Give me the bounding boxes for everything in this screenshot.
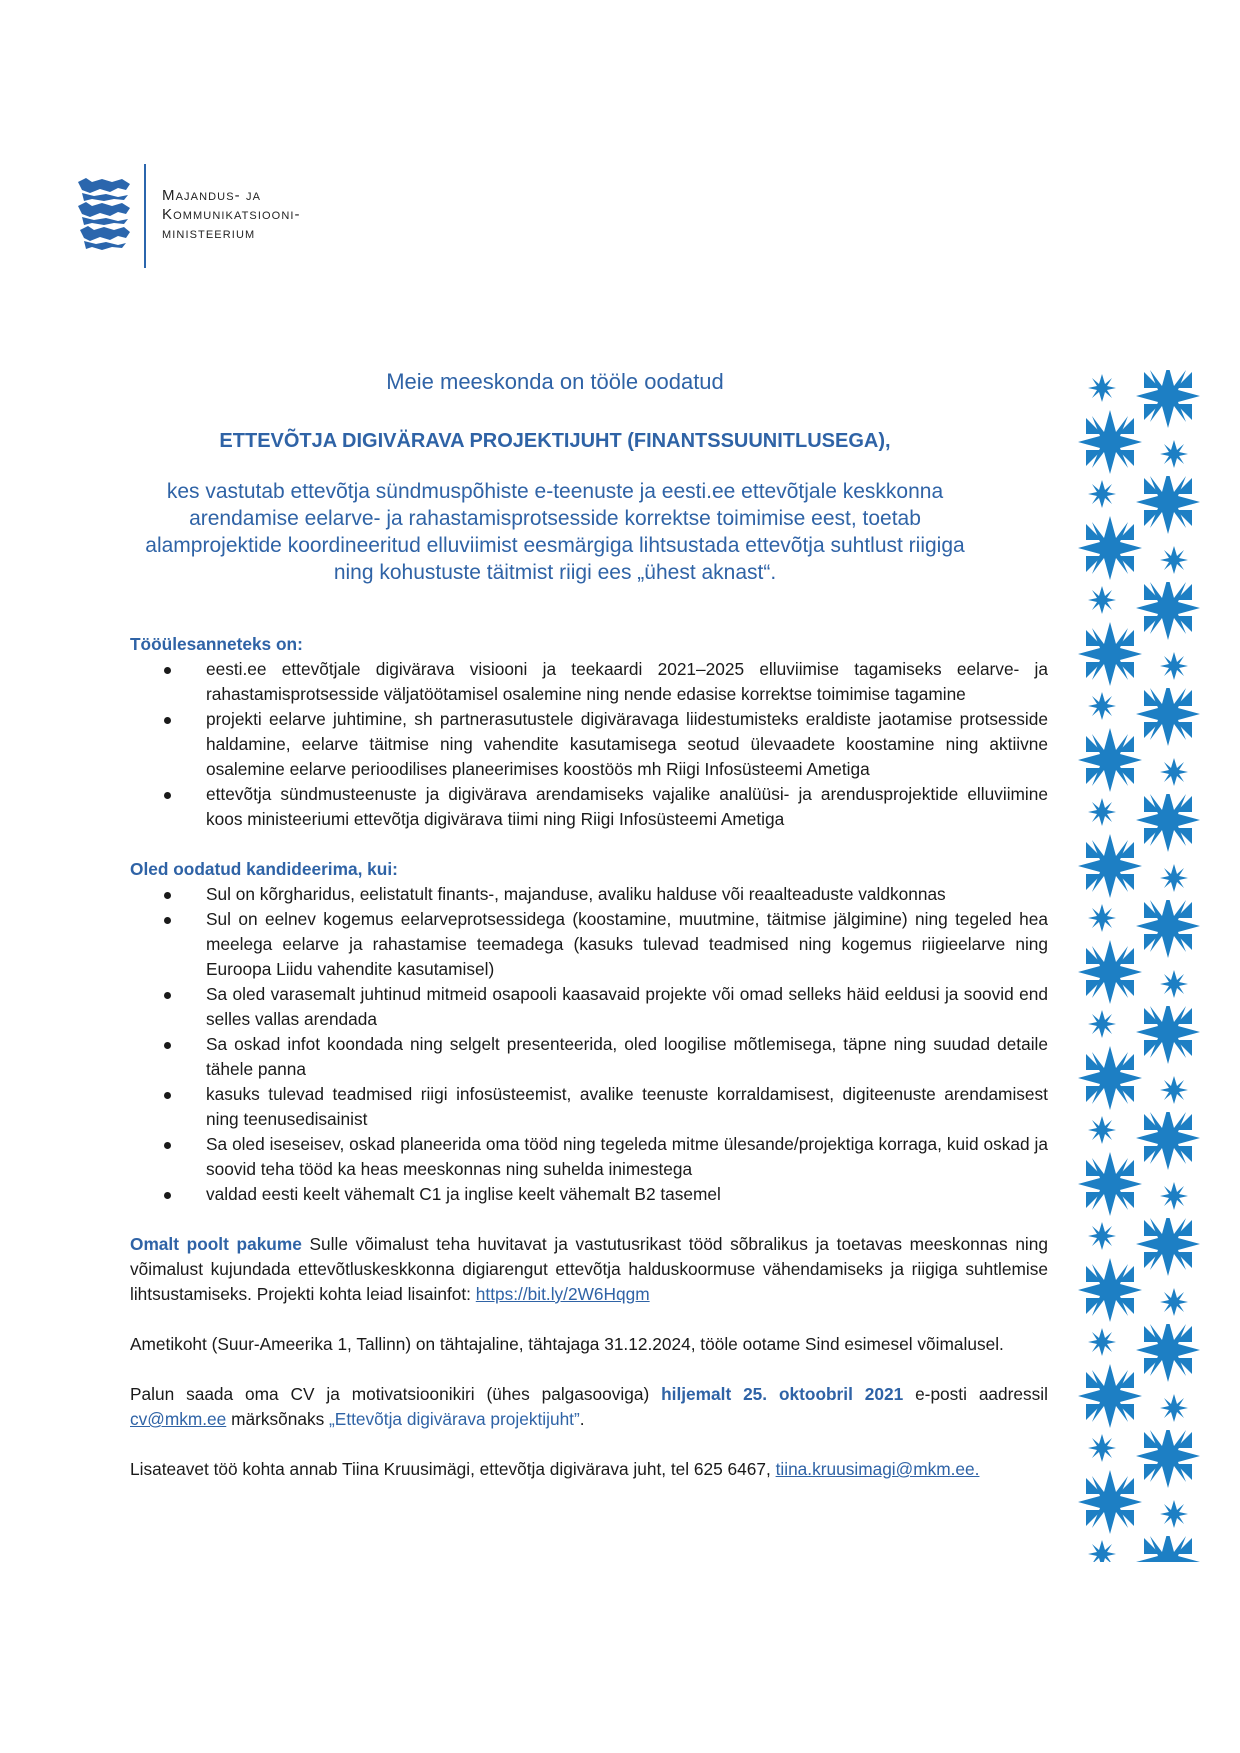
job-description [130,632,1048,1482]
requirements-list [130,882,1048,1207]
application-text-4: . [579,1409,585,1429]
offer-lead: Omalt poolt pakume [130,1234,302,1254]
application-email-link[interactable]: cv@mkm.ee [130,1409,227,1429]
application-text-3: märksõnaks [226,1409,330,1429]
offer-text: Sulle võimalust teha huvitavat ja vastutusrikast tööd sõbralikus ja toetavas meeskonnas ning võimalust kujundada ettevõtluskeskkonna digiarengut ettevõtja halduskoormuse vähendamiseks ja riigiga suhtlemise lihtsustamiseks. Projekti kohta leiad lisainfot: [130,1234,1048,1304]
list-item-text: valdad eesti keelt vähemalt C1 ja inglise keelt vähemalt B2 tasemel [206,1184,721,1204]
bullet-icon [164,667,171,674]
position-title: ETTEVÕTJA DIGIVÄRAVA PROJEKTIJUHT (FINANTSSUUNITLUSEGA), [219,430,891,452]
contact-paragraph [130,1457,1048,1482]
list-item-text: projekti eelarve juhtimine, sh partnerasutustele digiväravaga liidestumisteks eraldiste jaotamise protsesside haldamine, eelarve täitmise ning vahendite kasutamisega seotud ülevaadete koostamine ning aktiivne osalemine eelarve perioodilises planeerimises koostöös mh Riigi Infosüsteemi Ametiga [206,709,1048,779]
requirements-heading: Oled oodatud kandideerima, kui: [130,859,398,879]
list-item-text: eesti.ee ettevõtjale digivärava visiooni ja teekaardi 2021–2025 elluviimise tagamiseks eelarve- ja rahastamisprotsesside väljatöötamisel osalemine ning nende edasise korrektse toimimise tagamine [206,659,1048,704]
contact-email-link[interactable]: tiina.kruusimagi@mkm.ee. [775,1459,980,1479]
application-text-1: Palun saada oma CV ja motivatsioonikiri (ühes palgasooviga) [130,1384,662,1404]
bullet-icon [164,917,171,924]
bullet-icon [164,717,171,724]
position-info: Ametikoht (Suur-Ameerika 1, Tallinn) on tähtajaline, tähtajaga 31.12.2024, tööle ootame Sind esimesel võimalusel. [130,1334,1004,1354]
ministry-name-line-1: Majandus- ja [162,187,262,204]
bullet-icon [164,1192,171,1199]
ministry-name [162,186,301,243]
list-item [206,1132,1048,1182]
list-item [206,657,1048,707]
list-item [206,782,1048,832]
contact-text: Lisateavet töö kohta annab Tiina Kruusimägi, ettevõtja digivärava juht, tel 625 6467, [130,1459,776,1479]
offer-paragraph [130,1232,1048,1307]
bullet-icon [164,1042,171,1049]
application-text-2: e-posti aadressil [903,1384,1048,1404]
coat-of-arms-icon [76,176,132,252]
list-item [206,882,1048,907]
position-summary: kes vastutab ettevõtja sündmuspõhiste e-teenuste ja eesti.ee ettevõtjale keskkonna arendamise eelarve- ja rahastamisprotsesside korrektse toimimise eest, toetab alamprojektide koordineeritud elluviimist eesmärgiga lihtsustada ettevõtja suhtlust riigiga ning kohustuste täitmist riigi ees „ühest aknast“. [145,480,965,584]
list-item [206,982,1048,1032]
application-paragraph [130,1382,1048,1432]
job-header [130,368,980,586]
application-keyword: „Ettevõtja digivärava projektijuht” [329,1409,580,1429]
bullet-icon [164,892,171,899]
list-item-text: Sa oskad infot koondada ning selgelt presenteerida, oled loogilise mõtlemisega, täpne ning suudad detaile tähele panna [206,1034,1048,1079]
list-item-text: ettevõtja sündmusteenuste ja digivärava arendamiseks vajalike analüüsi- ja arendusprojektide elluviimine koos ministeeriumi ettevõtja digivärava tiimi ning Riigi Infosüsteemi Ametiga [206,784,1048,829]
tasks-heading: Tööülesanneteks on: [130,634,303,654]
bullet-icon [164,792,171,799]
tasks-list [130,657,1048,832]
list-item-text: Sa oled iseseisev, oskad planeerida oma tööd ning tegeleda mitme ülesande/projektiga korraga, kuid oskad ja soovid teha tööd ka heas meeskonnas ning suhelda inimestega [206,1134,1048,1179]
list-item-text: Sul on eelnev kogemus eelarveprotsessidega (koostamine, muutmine, täitmise jälgimine) ning tegeled hea meelega eelarve ja rahastamise teemadega (kasuks tulevad teadmised ning kogemus riigieelarve ning Euroopa Liidu vahendite kasutamisel) [206,909,1048,979]
list-item [206,707,1048,782]
bullet-icon [164,992,171,999]
bullet-icon [164,1142,171,1149]
application-deadline: hiljemalt 25. oktoobril 2021 [661,1384,904,1404]
ministry-name-line-2: Kommunikatsiooni- [162,206,301,223]
list-item [206,1182,1048,1207]
list-item-text: Sa oled varasemalt juhtinud mitmeid osapooli kaasavaid projekte või omad selleks häid eeldusi ja soovid end selles vallas arendada [206,984,1048,1029]
list-item [206,1082,1048,1132]
list-item [206,1032,1048,1082]
list-item-text: Sul on kõrgharidus, eelistatult finants-, majanduse, avaliku halduse või reaalteaduste valdkonnas [206,884,946,904]
project-info-link[interactable]: https://bit.ly/2W6Hqgm [475,1284,650,1304]
ministry-name-line-3: ministeerium [162,225,256,242]
bullet-icon [164,1092,171,1099]
star-ornament-border [1074,370,1206,1562]
logo-divider [144,164,146,268]
list-item-text: kasuks tulevad teadmised riigi infosüsteemist, avalike teenuste korraldamisest, digiteenuste arendamisest ning teenusedisainist [206,1084,1048,1129]
intro-text: Meie meeskonda on tööle oodatud [386,369,724,394]
list-item [206,907,1048,982]
